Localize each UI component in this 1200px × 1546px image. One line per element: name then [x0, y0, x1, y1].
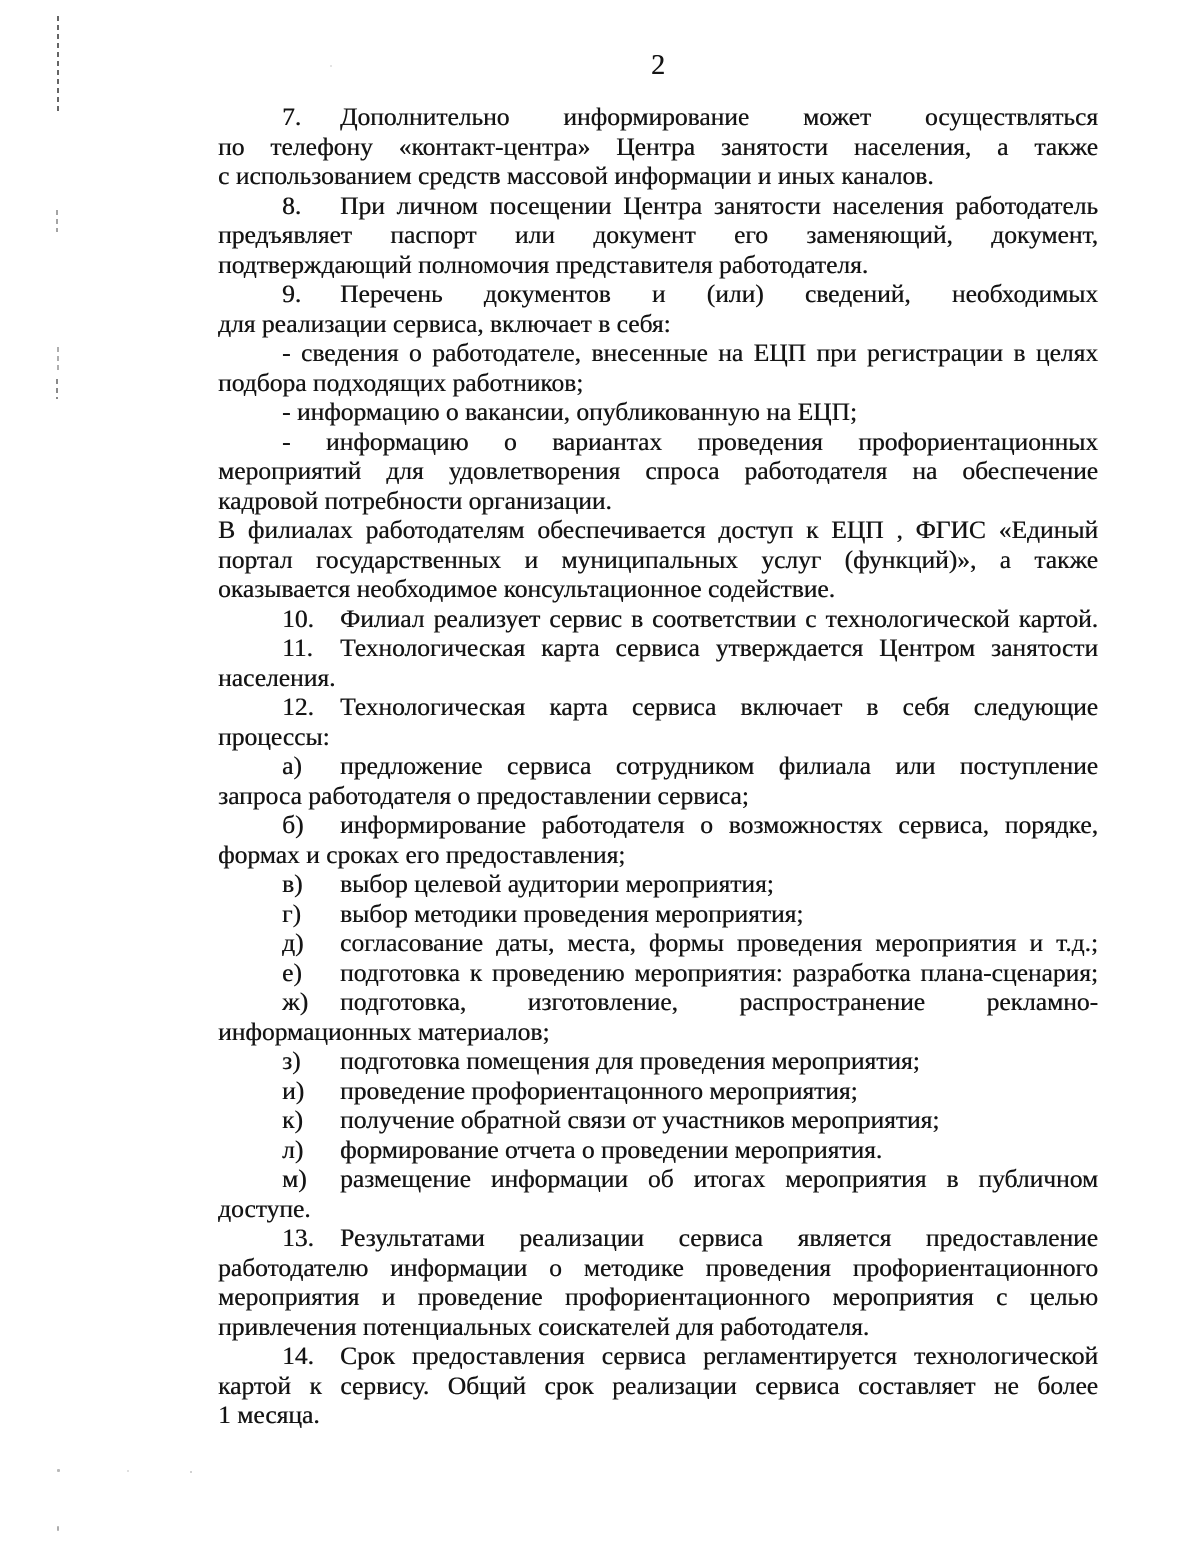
line-text: процессы:: [218, 721, 330, 751]
line-text: оказывается необходимое консультационное содействие.: [218, 574, 835, 603]
line-text: подготовка к проведению мероприятия: разработка плана-сценария;: [340, 957, 1098, 987]
line-text: работодателю информации о методике проведения профориентационного: [218, 1252, 1098, 1282]
line-text: населения.: [218, 662, 336, 692]
text-line: [218, 663, 1098, 693]
line-text: Перечень документов и (или) сведений, необходимых: [340, 279, 1098, 308]
line-text: для реализации сервиса, включает в себя:: [218, 308, 671, 338]
text-line: [218, 574, 1098, 604]
text-line: [218, 1253, 1098, 1283]
text-line: [218, 515, 1098, 545]
text-line: [218, 781, 1098, 811]
text-line: [218, 427, 1098, 457]
text-line: [218, 987, 1098, 1017]
document-body: [218, 102, 1098, 1430]
line-text: кадровой потребности организации.: [218, 485, 612, 515]
line-text: подбора подходящих работников;: [218, 367, 584, 397]
text-line: [218, 102, 1098, 132]
line-text: получение обратной связи от участников мероприятия;: [340, 1105, 940, 1134]
line-text: по телефону «контакт-центра» Центра занятости населения, а также: [218, 131, 1098, 161]
line-text: информационных материалов;: [218, 1016, 550, 1046]
scan-artifact: [127, 1470, 129, 1472]
text-line: [218, 810, 1098, 840]
text-line: [218, 456, 1098, 486]
line-text: картой к сервису. Общий срок реализации сервиса составляет не более: [218, 1370, 1098, 1400]
line-text: запроса работодателя о предоставлении сервиса;: [218, 780, 749, 810]
text-line: [218, 1194, 1098, 1224]
text-line: [218, 486, 1098, 516]
list-marker: е): [282, 957, 302, 987]
text-line: [218, 1017, 1098, 1047]
text-line: [218, 869, 1098, 899]
list-marker: з): [282, 1046, 301, 1075]
line-text: В филиалах работодателям обеспечивается доступ к ЕЦП , ФГИС «Единый: [218, 515, 1098, 544]
list-marker: 8.: [282, 190, 302, 220]
line-text: подготовка помещения для проведения мероприятия;: [340, 1046, 920, 1075]
text-line: [218, 604, 1098, 634]
line-text: привлечения потенциальных соискателей для работодателя.: [218, 1311, 870, 1341]
line-text: 1 месяца.: [218, 1400, 320, 1429]
text-line: [218, 958, 1098, 988]
line-text: Срок предоставления сервиса регламентируется технологической: [340, 1341, 1098, 1370]
text-line: [218, 191, 1098, 221]
text-line: [218, 309, 1098, 339]
text-line: [218, 220, 1098, 250]
list-marker: к): [282, 1105, 303, 1134]
text-line: [218, 279, 1098, 309]
text-line: [218, 161, 1098, 191]
text-line: [218, 397, 1098, 427]
text-line: [218, 368, 1098, 398]
text-line: [218, 250, 1098, 280]
text-line: [218, 1371, 1098, 1401]
line-text: При личном посещении Центра занятости населения работодатель: [340, 190, 1098, 220]
list-marker: 12.: [282, 692, 314, 721]
line-text: доступе.: [218, 1193, 311, 1223]
line-text: Филиал реализует сервис в соответствии с технологической картой.: [340, 603, 1098, 633]
text-line: [218, 1223, 1098, 1253]
text-line: [218, 722, 1098, 752]
text-line: [218, 132, 1098, 162]
line-text: с использованием средств массовой информации и иных каналов.: [218, 161, 934, 190]
line-text: подготовка, изготовление, распространение рекламно-: [340, 987, 1098, 1016]
list-marker: 11.: [282, 633, 313, 662]
line-text: подтверждающий полномочия представителя работодателя.: [218, 249, 869, 279]
text-line: [218, 1046, 1098, 1076]
scan-artifact: [56, 379, 58, 399]
list-marker: 14.: [282, 1341, 314, 1370]
line-text: мероприятий для удовлетворения спроса работодателя на обеспечение: [218, 456, 1098, 485]
list-marker: л): [282, 1134, 304, 1164]
list-marker: г): [282, 898, 301, 928]
text-line: [218, 1282, 1098, 1312]
scan-artifact: [57, 1526, 59, 1531]
text-line: [218, 751, 1098, 781]
line-text: выбор методики проведения мероприятия;: [340, 898, 804, 928]
line-text: информирование работодателя о возможностях сервиса, порядке,: [340, 810, 1098, 839]
line-text: портал государственных и муниципальных услуг (функций)», а также: [218, 544, 1098, 574]
line-text: - сведения о работодателе, внесенные на ЕЦП при регистрации в целях: [282, 338, 1098, 367]
line-text: формах и сроках его предоставления;: [218, 839, 626, 869]
scan-artifact: [57, 16, 59, 112]
line-text: Дополнительно информирование может осуществляться: [340, 102, 1098, 131]
text-line: [218, 1312, 1098, 1342]
line-text: проведение профориентацонного мероприятия;: [340, 1075, 858, 1105]
list-marker: м): [282, 1164, 307, 1193]
list-marker: 7.: [282, 102, 302, 131]
line-text: Результатами реализации сервиса является предоставление: [340, 1223, 1098, 1252]
list-marker: 10.: [282, 603, 314, 633]
text-line: [218, 338, 1098, 368]
page-number: 2: [651, 50, 665, 81]
line-text: выбор целевой аудитории мероприятия;: [340, 869, 774, 898]
line-text: размещение информации об итогах мероприятия в публичном: [340, 1164, 1098, 1193]
line-text: формирование отчета о проведении мероприятия.: [340, 1134, 883, 1164]
scan-artifact: [57, 1469, 60, 1472]
line-text: - информацию о вариантах проведения профориентационных: [282, 426, 1098, 456]
list-marker: 9.: [282, 279, 302, 308]
list-marker: ж): [282, 987, 309, 1016]
text-line: [218, 928, 1098, 958]
line-text: - информацию о вакансии, опубликованную на ЕЦП;: [282, 397, 857, 426]
scan-artifact: [57, 347, 59, 373]
list-marker: 13.: [282, 1223, 314, 1252]
text-line: [218, 1164, 1098, 1194]
text-line: [218, 899, 1098, 929]
text-line: [218, 545, 1098, 575]
text-line: [218, 1076, 1098, 1106]
list-marker: д): [282, 928, 304, 957]
text-line: [218, 633, 1098, 663]
text-line: [218, 1105, 1098, 1135]
text-line: [218, 1135, 1098, 1165]
list-marker: и): [282, 1075, 305, 1105]
line-text: согласование даты, места, формы проведения мероприятия и т.д.;: [340, 928, 1098, 957]
text-line: [218, 692, 1098, 722]
text-line: [218, 1341, 1098, 1371]
line-text: предъявляет паспорт или документ его заменяющий, документ,: [218, 220, 1098, 249]
line-text: Технологическая карта сервиса включает в себя следующие: [340, 692, 1098, 721]
line-text: Технологическая карта сервиса утверждается Центром занятости: [340, 633, 1098, 662]
list-marker: б): [282, 810, 304, 839]
list-marker: а): [282, 751, 302, 780]
scan-artifact: [190, 1471, 192, 1473]
text-line: [218, 1400, 1098, 1430]
line-text: мероприятия и проведение профориентационного мероприятия с целью: [218, 1282, 1098, 1311]
line-text: предложение сервиса сотрудником филиала или поступление: [340, 751, 1098, 780]
list-marker: в): [282, 869, 303, 898]
scan-artifact: [56, 210, 58, 232]
text-line: [218, 840, 1098, 870]
